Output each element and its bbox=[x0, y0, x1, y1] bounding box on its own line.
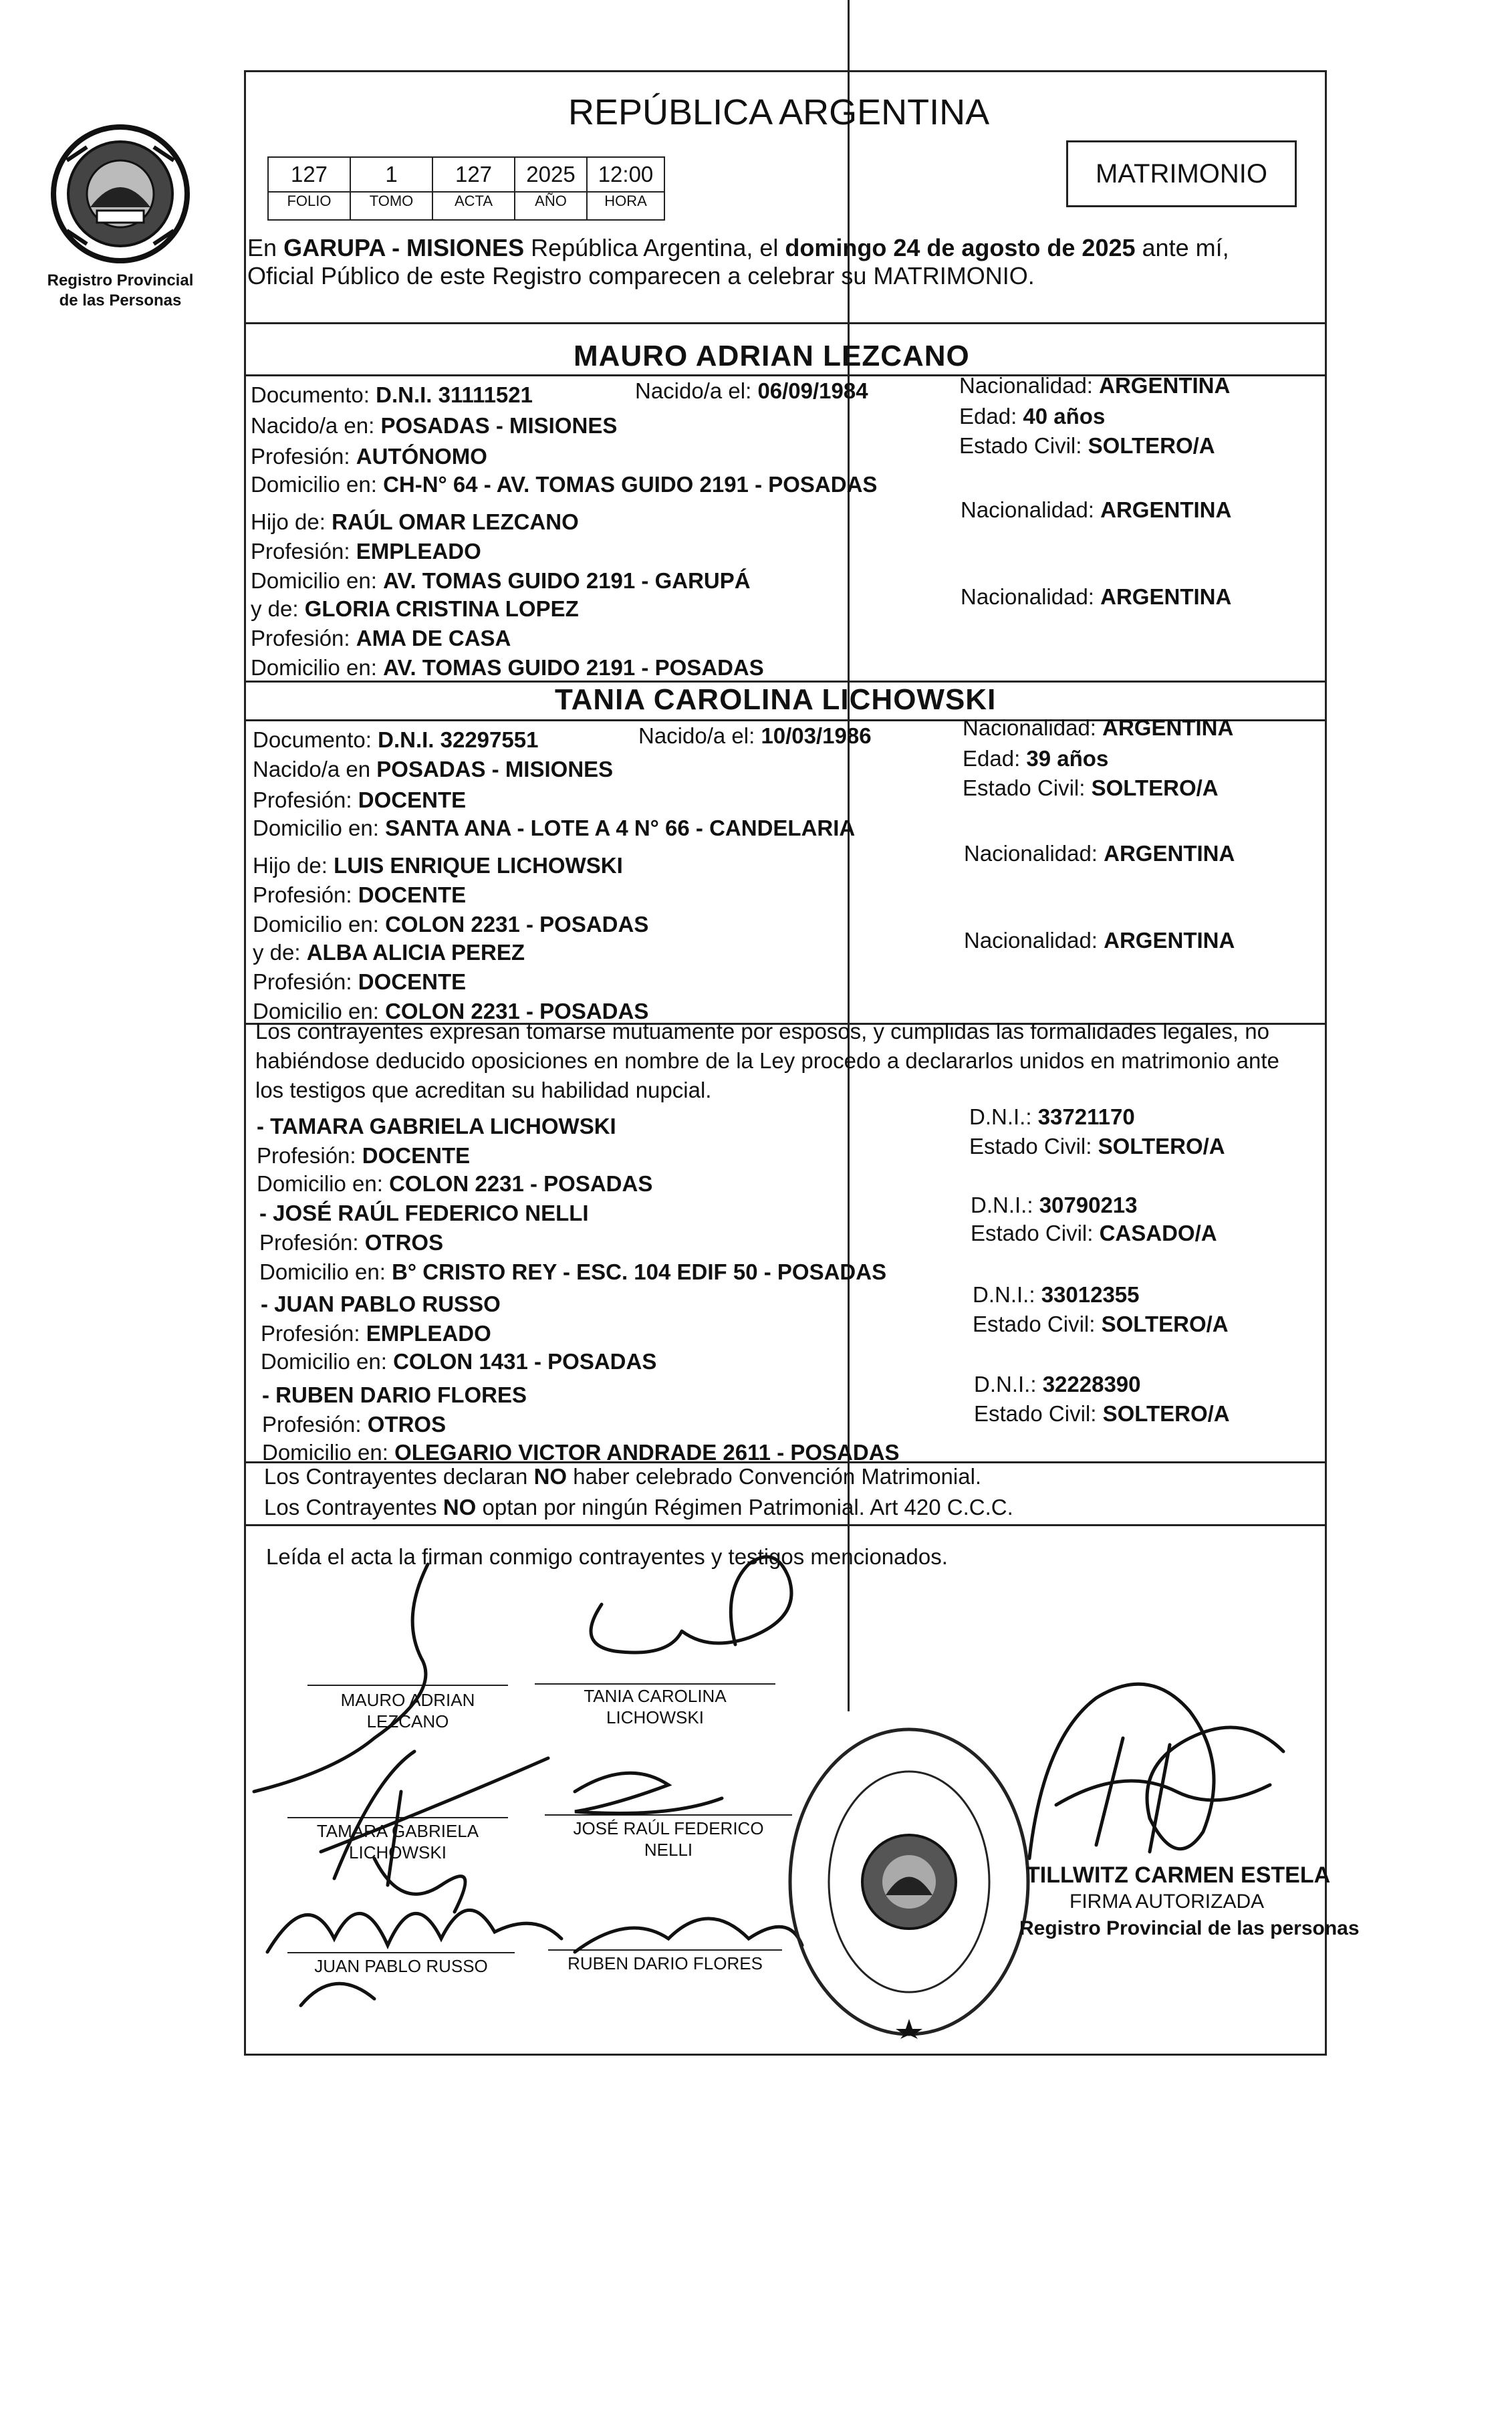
bride-dom: Domicilio en: SANTA ANA - LOTE A 4 N° 66 - CANDELARIA bbox=[253, 816, 856, 840]
signature-intro: Leída el acta la firman conmigo contrayentes y testigos mencionados. bbox=[266, 1544, 948, 1569]
groom-nat: Nacionalidad: ARGENTINA bbox=[959, 373, 1231, 398]
sign-w1-l2: LICHOWSKI bbox=[349, 1842, 447, 1862]
clause-2: Los Contrayentes NO optan por ningún Régimen Patrimonial. Art 420 C.C.C. bbox=[264, 1495, 1013, 1519]
bride-father-dom: Domicilio en: COLON 2231 - POSADAS bbox=[253, 912, 649, 937]
groom-prof: Profesión: AUTÓNOMO bbox=[251, 444, 487, 469]
bride-age: Edad: 39 años bbox=[963, 746, 1109, 771]
bride-prof: Profesión: DOCENTE bbox=[253, 787, 467, 812]
sign-groom-l2: LEZCANO bbox=[366, 1711, 449, 1731]
sign-w1-l1: TAMARA GABRIELA bbox=[316, 1821, 479, 1841]
groom-born-in: Nacido/a en: POSADAS - MISIONES bbox=[251, 413, 618, 438]
official-seal bbox=[785, 1725, 1033, 2039]
intro-line-1: En GARUPA - MISIONES República Argentina, el domingo 24 de agosto de 2025 ante mí, bbox=[247, 234, 1229, 261]
bride-father: Hijo de: LUIS ENRIQUE LICHOWSKI bbox=[253, 853, 623, 878]
logo-caption-1: Registro Provincial bbox=[47, 271, 194, 289]
officer-name: TILLWITZ CARMEN ESTELA bbox=[1026, 1862, 1331, 1888]
declaration-2: habiéndose deducido oposiciones en nombre de la Ley procedo a declararlos unidos en matrimonio ante bbox=[255, 1048, 1279, 1073]
groom-age: Edad: 40 años bbox=[959, 404, 1106, 429]
bride-mother-prof: Profesión: DOCENTE bbox=[253, 969, 467, 994]
sign-w4: RUBEN DARIO FLORES bbox=[568, 1953, 763, 1973]
groom-mother-dom: Domicilio en: AV. TOMAS GUIDO 2191 - POSADAS bbox=[251, 655, 764, 680]
declaration-3: los testigos que acreditan su habilidad nupcial. bbox=[255, 1078, 712, 1102]
officer-role: FIRMA AUTORIZADA bbox=[1069, 1891, 1265, 1913]
logo-caption-2: de las Personas bbox=[59, 291, 182, 310]
bride-nat: Nacionalidad: ARGENTINA bbox=[963, 715, 1234, 740]
registry-logo bbox=[40, 120, 201, 314]
bride-doc: Documento: D.N.I. 32297551 bbox=[253, 727, 539, 752]
cell-anio: 2025 AÑO bbox=[514, 156, 588, 221]
bride-born-on: Nacido/a el: 10/03/1986 bbox=[638, 723, 872, 748]
act-type: MATRIMONIO bbox=[1095, 159, 1267, 189]
groom-mother-prof: Profesión: AMA DE CASA bbox=[251, 626, 511, 650]
country-title: REPÚBLICA ARGENTINA bbox=[568, 92, 990, 132]
cell-tomo: 1 TOMO bbox=[350, 156, 433, 221]
groom-father-dom: Domicilio en: AV. TOMAS GUIDO 2191 - GARUPÁ bbox=[251, 568, 751, 593]
groom-name: MAURO ADRIAN LEZCANO bbox=[574, 340, 970, 372]
sign-w3: JUAN PABLO RUSSO bbox=[314, 1956, 488, 1976]
cell-folio: 127 FOLIO bbox=[267, 156, 351, 221]
officer-org: Registro Provincial de las personas bbox=[1019, 1917, 1360, 1939]
intro-line-2: Oficial Público de este Registro comparecen a celebrar su MATRIMONIO. bbox=[247, 262, 1035, 289]
groom-father-nat: Nacionalidad: ARGENTINA bbox=[961, 497, 1232, 522]
groom-father-prof: Profesión: EMPLEADO bbox=[251, 539, 481, 564]
bride-father-nat: Nacionalidad: ARGENTINA bbox=[964, 841, 1235, 866]
cell-hora: 12:00 HORA bbox=[586, 156, 665, 221]
bride-father-prof: Profesión: DOCENTE bbox=[253, 882, 467, 907]
bride-mother-dom: Domicilio en: COLON 2231 - POSADAS bbox=[253, 999, 649, 1023]
registry-seal-icon bbox=[785, 1725, 1033, 2039]
sign-bride-l1: TANIA CAROLINA bbox=[584, 1686, 727, 1706]
sign-w2-l1: JOSÉ RAÚL FEDERICO bbox=[573, 1818, 764, 1838]
groom-born-on: Nacido/a el: 06/09/1984 bbox=[635, 378, 868, 403]
act-type-box bbox=[1066, 140, 1297, 207]
sign-bride-l2: LICHOWSKI bbox=[606, 1707, 704, 1727]
officer-signature-icon bbox=[1016, 1658, 1324, 1872]
clause-1: Los Contrayentes declaran NO haber celebrado Convención Matrimonial. bbox=[264, 1464, 982, 1489]
groom-father: Hijo de: RAÚL OMAR LEZCANO bbox=[251, 509, 579, 534]
sign-groom-l1: MAURO ADRIAN bbox=[340, 1690, 475, 1710]
groom-civil: Estado Civil: SOLTERO/A bbox=[959, 433, 1215, 458]
declaration-1: Los contrayentes expresan tomarse mutuamente por esposos, y cumplidas las formalidades legales, no bbox=[255, 1019, 1269, 1044]
bride-name: TANIA CAROLINA LICHOWSKI bbox=[555, 683, 997, 716]
bride-born-in: Nacido/a en POSADAS - MISIONES bbox=[253, 757, 614, 781]
bride-civil: Estado Civil: SOLTERO/A bbox=[963, 775, 1219, 800]
cell-acta: 127 ACTA bbox=[432, 156, 515, 221]
groom-mother: y de: GLORIA CRISTINA LOPEZ bbox=[251, 596, 579, 621]
sign-w2-l2: NELLI bbox=[644, 1840, 693, 1860]
bride-mother-nat: Nacionalidad: ARGENTINA bbox=[964, 928, 1235, 953]
groom-doc: Documento: D.N.I. 31111521 bbox=[251, 382, 533, 407]
bride-mother: y de: ALBA ALICIA PEREZ bbox=[253, 940, 525, 965]
groom-mother-nat: Nacionalidad: ARGENTINA bbox=[961, 584, 1232, 609]
groom-dom: Domicilio en: CH-N° 64 - AV. TOMAS GUIDO 2191 - POSADAS bbox=[251, 472, 878, 497]
province-shield-icon bbox=[40, 120, 201, 267]
